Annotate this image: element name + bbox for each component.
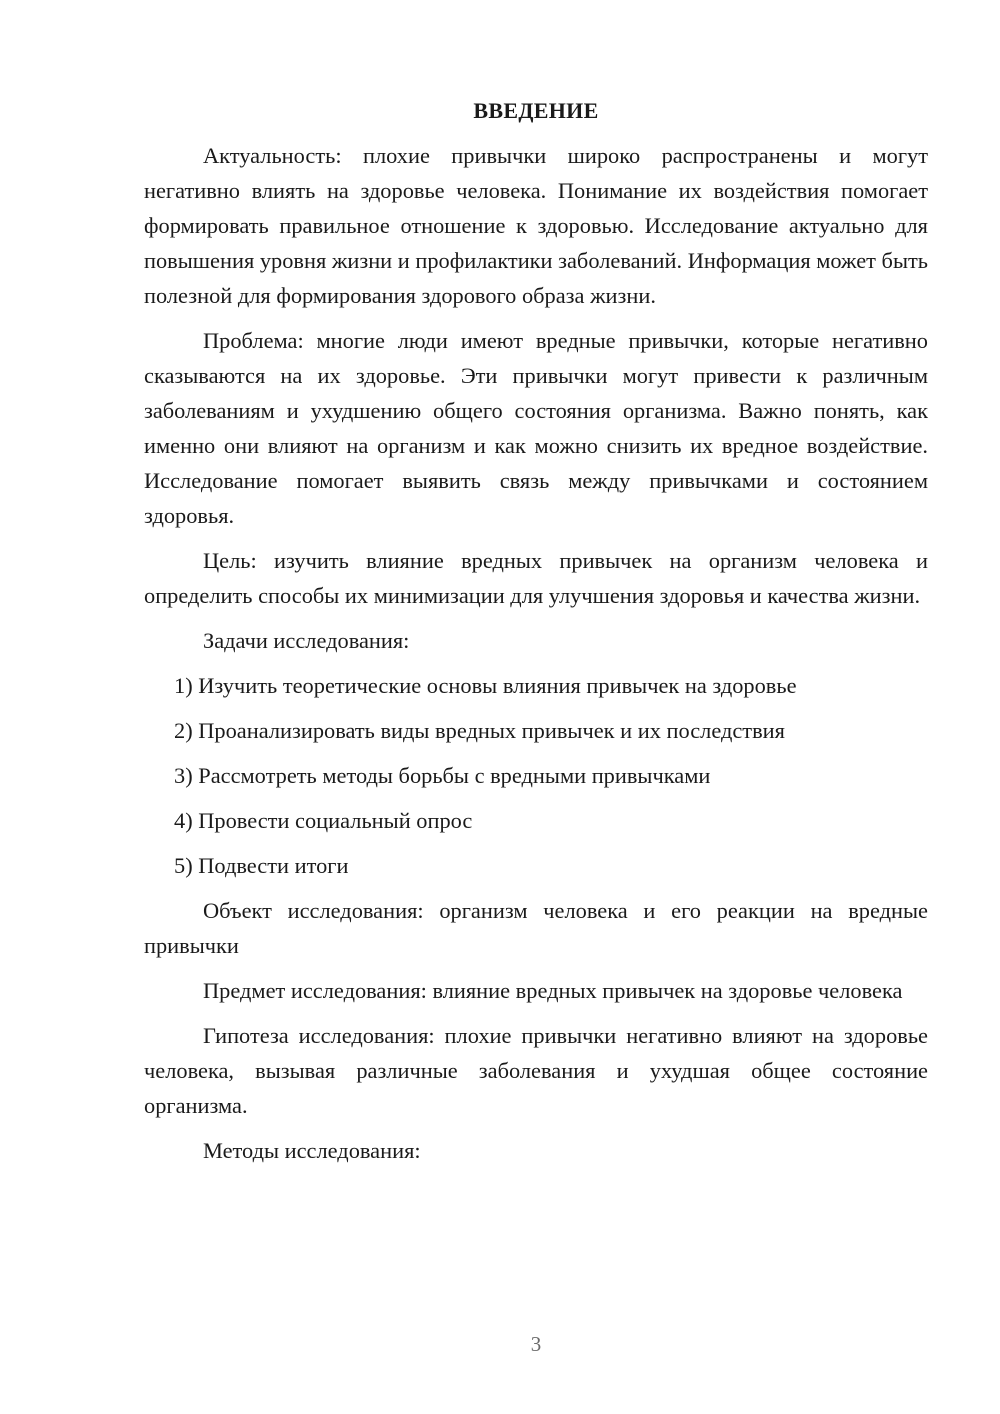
tasks-label: Задачи исследования:: [203, 628, 410, 653]
tasks-list: [144, 668, 928, 883]
page-number: 3: [530, 1332, 542, 1356]
task-item-2: 2) Проанализировать виды вредных привычек и их последствия: [174, 718, 785, 743]
methods-label: Методы исследования:: [203, 1138, 421, 1163]
problem-paragraph: Проблема: многие люди имеют вредные привычки, которые негативно сказываются на их здоровье. Эти привычки могут привести к различным заболеваниям и ухудшению общего состояния организма. Важно понять, как именно они влияют на организм и как можно снизить их вредное воздействие. Исследование помогает выявить связь между привычками и состоянием здоровья.: [144, 328, 928, 528]
task-item-3: 3) Рассмотреть методы борьбы с вредными привычками: [174, 763, 711, 788]
hypothesis-paragraph: Гипотеза исследования: плохие привычки негативно влияют на здоровье человека, вызывая различные заболевания и ухудшая общее состояние организма.: [144, 1023, 928, 1118]
object-paragraph: Объект исследования: организм человека и его реакции на вредные привычки: [144, 898, 928, 958]
relevance-paragraph: Актуальность: плохие привычки широко распространены и могут негативно влиять на здоровье человека. Понимание их воздействия помогает формировать правильное отношение к здоровью. Исследование актуально для повышения уровня жизни и профилактики заболеваний. Информация может быть полезной для формирования здорового образа жизни.: [144, 143, 928, 308]
section-heading: ВВЕДЕНИЕ: [473, 98, 599, 123]
goal-paragraph: Цель: изучить влияние вредных привычек на организм человека и определить способы их минимизации для улучшения здоровья и качества жизни.: [144, 548, 928, 608]
task-item-1: 1) Изучить теоретические основы влияния привычек на здоровье: [174, 673, 797, 698]
document-page: [144, 92, 928, 1178]
task-item-5: 5) Подвести итоги: [174, 853, 349, 878]
subject-paragraph: Предмет исследования: влияние вредных привычек на здоровье человека: [203, 978, 903, 1003]
task-item-4: 4) Провести социальный опрос: [174, 808, 473, 833]
